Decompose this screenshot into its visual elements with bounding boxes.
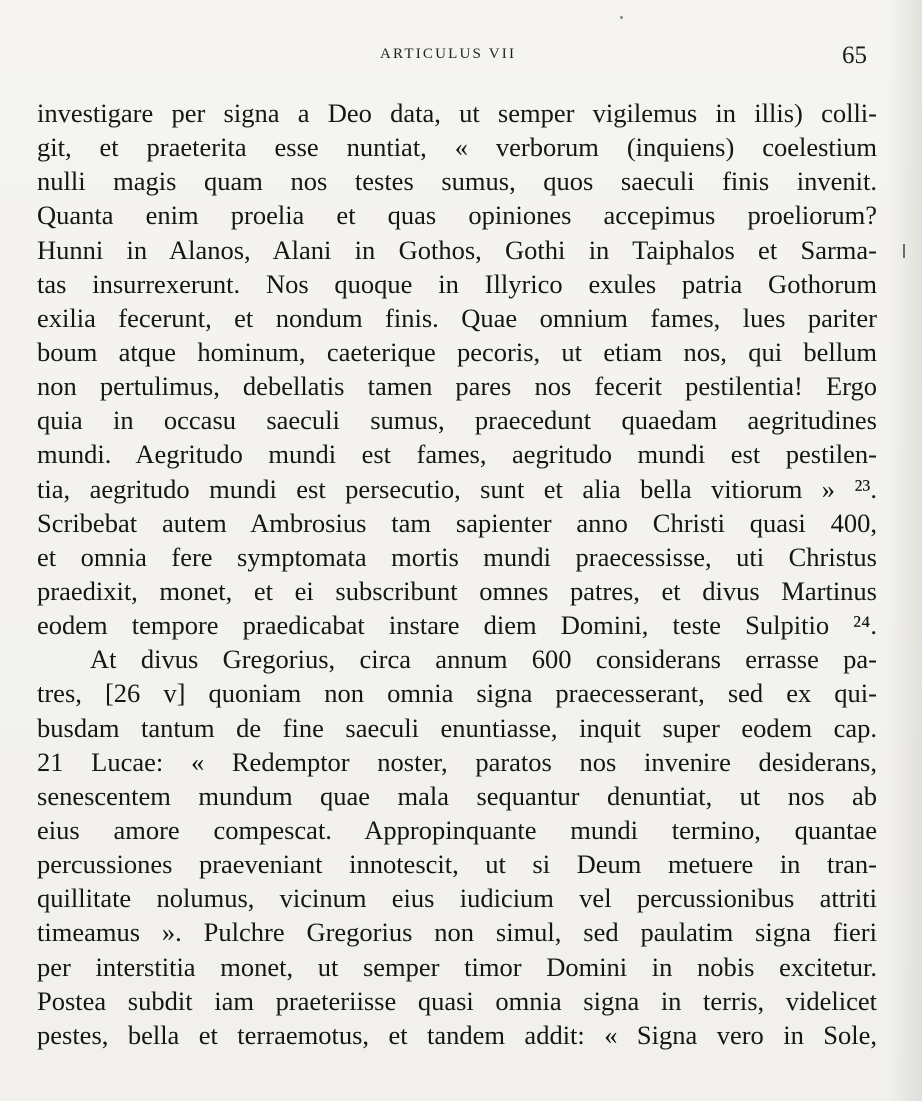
text-line: Postea subdit iam praeteriisse quasi omnia signa in terris, videlicet [37,985,877,1016]
text-line: tres, [26 v] quoniam non omnia signa praecesserant, sed ex qui- [37,678,877,709]
text-line: et omnia fere symptomata mortis mundi praecessisse, uti Christus [37,541,877,572]
text-line: git, et praeterita esse nuntiat, « verborum (inquiens) coelestium [37,132,877,163]
text-line: busdam tantum de fine saeculi enuntiasse, inquit super eodem cap. [37,712,877,743]
text-line: tia, aegritudo mundi est persecutio, sunt et alia bella vitiorum » ²³. [37,473,877,504]
page-edge-shadow [888,0,922,1101]
paragraph-first-line: At divus Gregorius, circa annum 600 considerans errasse pa- [90,644,877,675]
paper-speck [620,16,623,19]
text-line: Hunni in Alanos, Alani in Gothos, Gothi in Taiphalos et Sarma- [37,234,877,265]
text-line: eodem tempore praedicabat instare diem Domini, teste Sulpitio ²⁴. [37,610,877,641]
text-line: eius amore compescat. Appropinquante mundi termino, quantae [37,814,877,845]
text-line: exilia fecerunt, et nondum finis. Quae omnium fames, lues pariter [37,302,877,333]
page-header [0,40,922,76]
text-line: percussiones praeveniant innotescit, ut si Deum metuere in tran- [37,849,877,880]
text-line: 21 Lucae: « Redemptor noster, paratos nos invenire desiderans, [37,746,877,777]
text-line: boum atque hominum, caeterique pecoris, ut etiam nos, qui bellum [37,336,877,367]
text-line: per interstitia monet, ut semper timor Domini in nobis excitetur. [37,951,877,982]
text-line: quillitate nolumus, vicinum eius iudicium vel percussionibus attriti [37,883,877,914]
text-line: Quanta enim proelia et quas opiniones accepimus proeliorum? [37,200,877,231]
text-line: praedixit, monet, et ei subscribunt omnes patres, et divus Martinus [37,575,877,606]
text-line: senescentem mundum quae mala sequantur denuntiat, ut nos ab [37,780,877,811]
text-line: pestes, bella et terraemotus, et tandem addit: « Signa vero in Sole, [37,1019,877,1050]
text-line: mundi. Aegritudo mundi est fames, aegritudo mundi est pestilen- [37,439,877,470]
text-line: nulli magis quam nos testes sumus, quos saeculi finis invenit. [37,166,877,197]
body-text [37,96,877,1052]
text-line: Scribebat autem Ambrosius tam sapienter anno Christi quasi 400, [37,507,877,538]
text-line: tas insurrexerunt. Nos quoque in Illyrico exules patria Gothorum [37,268,877,299]
margin-mark [903,244,905,258]
page-number: 65 [842,42,867,69]
running-title: ARTICULUS VII [380,46,517,62]
text-line: investigare per signa a Deo data, ut semper vigilemus in illis) colli- [37,98,877,128]
text-line: timeamus ». Pulchre Gregorius non simul, sed paulatim signa fieri [37,917,877,948]
text-line: non pertulimus, debellatis tamen pares nos fecerit pestilentia! Ergo [37,371,877,402]
text-line: quia in occasu saeculi sumus, praecedunt quaedam aegritudines [37,405,877,436]
